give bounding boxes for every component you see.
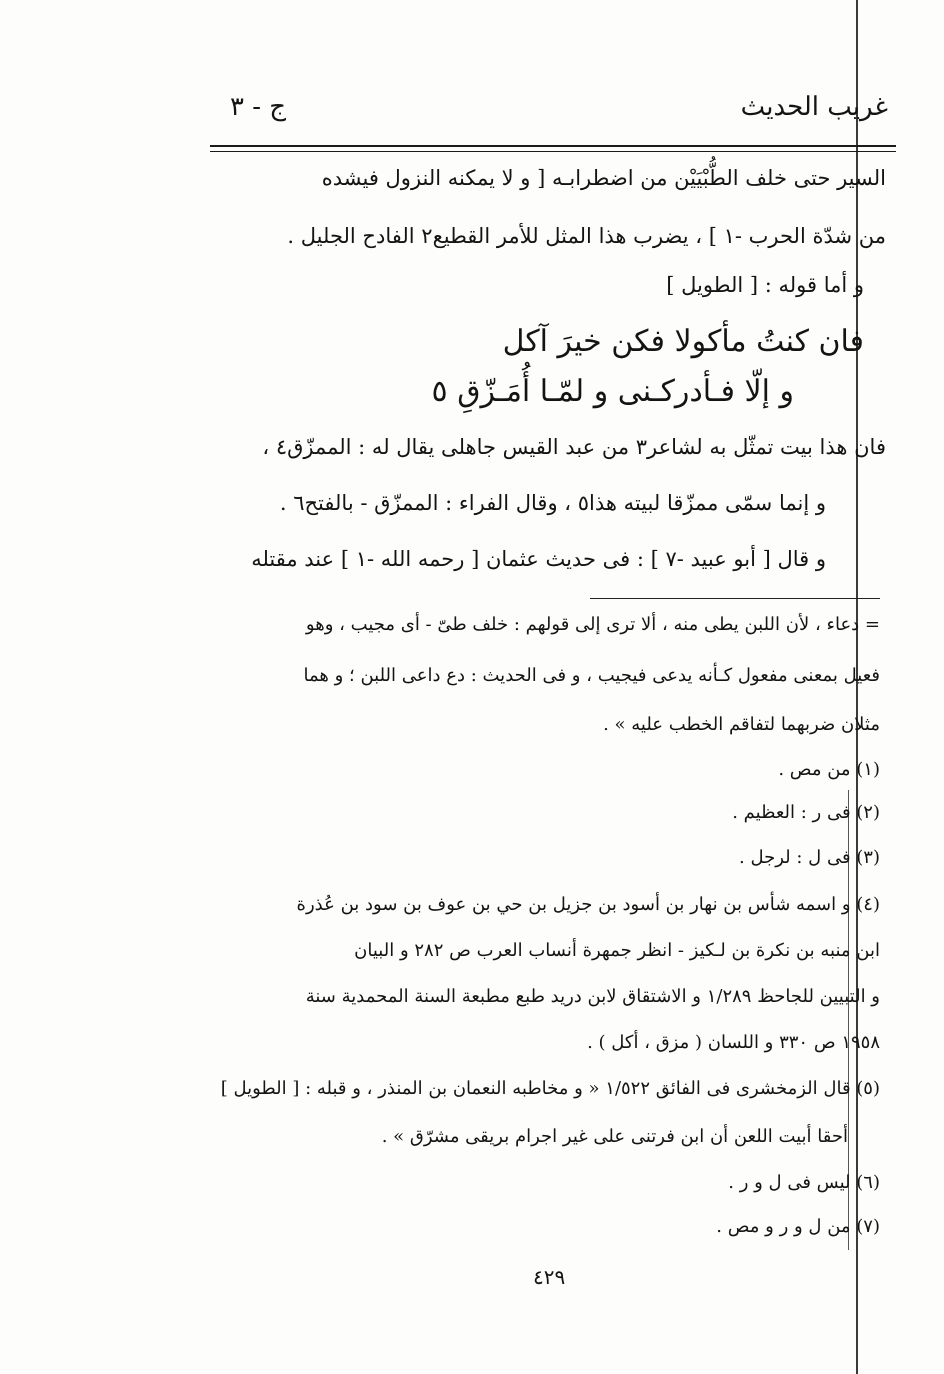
verse-line-2: و إلّا فـأدركـنى و لمّـا أُمَـزّقِ ٥ [431, 374, 794, 409]
footnote-1: (١) من مص . [778, 759, 880, 780]
body-line-6: و قال [ أبو عبيد -٧ ] : فى حديث عثمان [ رحمه الله -١ ] عند مقتله [251, 547, 826, 571]
footnote-6: (٦) ليس فى ل و ر . [728, 1172, 880, 1193]
body-line-3: و أما قوله : [ الطويل ] [666, 273, 864, 297]
header-rule-thick [210, 145, 896, 147]
footnote-5-verse: أحقا أبيت اللعن أن ابن فرتنى على غير اجرام بريقى مشرّق » . [381, 1126, 848, 1147]
footnote-4-line-4: ١٩٥٨ ص ٣٣٠ و اللسان ( مزق ، أكل ) . [587, 1032, 880, 1053]
running-title: غريب الحديث [740, 92, 888, 122]
footnote-separator [590, 598, 880, 599]
footnote-cont-line-1: = دعاء ، لأن اللبن يطى منه ، ألا ترى إلى قولهم : خلف طىّ - أى مجيب ، وهو [305, 614, 880, 635]
header-rule-thin [210, 151, 896, 152]
footnote-4-line-3: و التبيين للجاحظ ١/٢٨٩ و الاشتقاق لابن دريد طبع مطبعة السنة المحمدية سنة [305, 986, 880, 1007]
body-line-5: و إنما سمّى ممزّقا لبيته هذا٥ ، وقال الفراء : الممزّق - بالفتح٦ . [279, 491, 826, 515]
footnote-7: (٧) من ل و ر و مص . [716, 1216, 880, 1237]
footnote-4-line-1: (٤) و اسمه شأس بن نهار بن أسود بن جزيل بن حي بن عوف بن سود بن عُذرة [296, 894, 880, 915]
body-line-4: فان هذا بيت تمثّل به لشاعر٣ من عبد القيس جاهلى يقال له : الممزّق٤ ، [262, 435, 886, 459]
body-line-1: السير حتى خلف الطُّبْيَيْن من اضطرابـه [ و لا يمكنه النزول فيشده [321, 166, 886, 190]
footnote-cont-line-3: مثلان ضربهما لتفاقم الخطب عليه » . [603, 714, 880, 735]
footnote-2: (٢) فى ر : العظيم . [732, 802, 880, 823]
footnote-cont-line-2: فعيل بمعنى مفعول كـأنه يدعى فيجيب ، و فى الحديث : دع داعى اللبن ؛ و هما [303, 665, 880, 686]
body-line-2: من شدّة الحرب -١ ] ، يضرب هذا المثل للأمر القطيع٢ الفادح الجليل . [287, 224, 886, 248]
footnote-3: (٣) فى ل : لرجل . [739, 847, 880, 868]
verse-line-1: فان كنتُ مأكولا فكن خيرَ آكل [502, 324, 864, 359]
page-number: ٤٢٩ [533, 1265, 566, 1289]
footnote-5-line-1: (٥) قال الزمخشرى فى الفائق ١/٥٢٢ « و مخاطبه النعمان بن المنذر ، و قبله : [ الطويل ] [220, 1078, 880, 1099]
footnote-4-line-2: ابن منبه بن نكرة بن لـكيز - انظر جمهرة أنساب العرب ص ٢٨٢ و البيان [354, 940, 880, 961]
volume-label: ج - ٣ [230, 92, 287, 122]
